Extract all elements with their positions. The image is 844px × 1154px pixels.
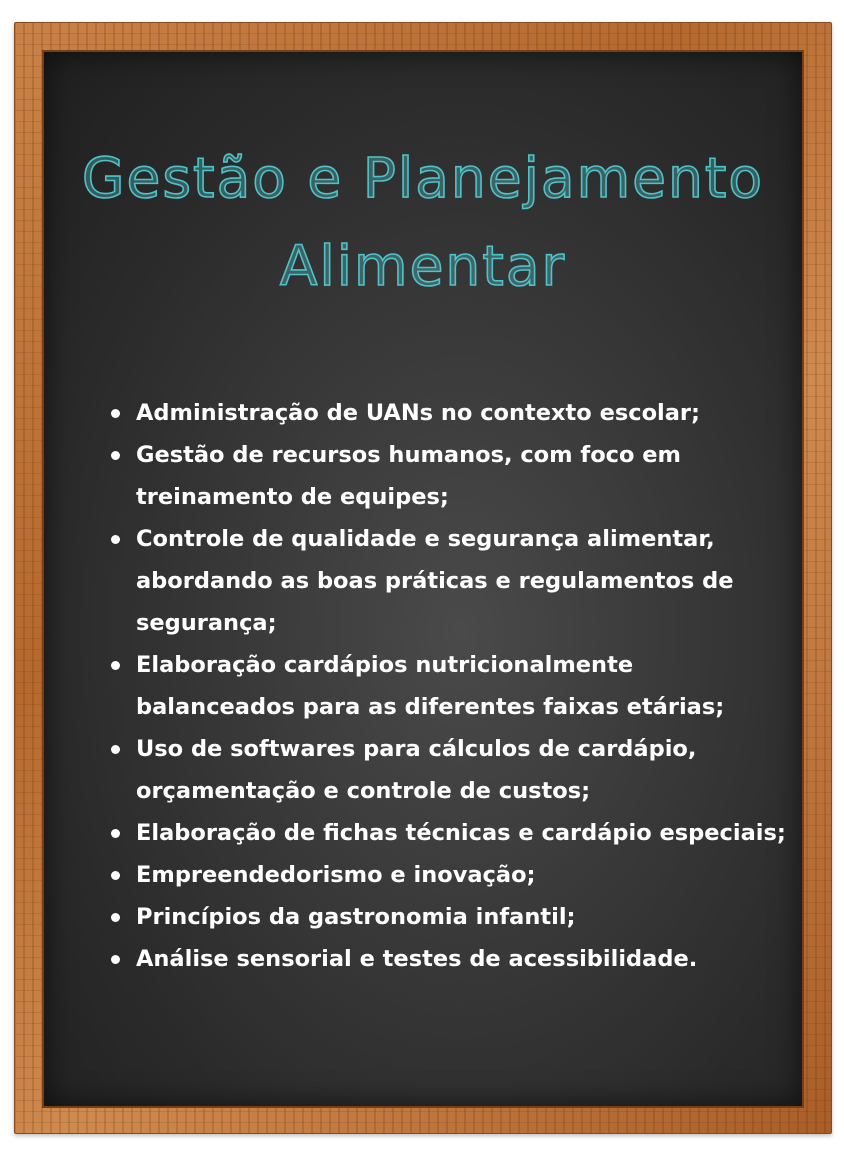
list-item-text: Princípios da gastronomia infantil;	[136, 904, 576, 930]
bullet-icon	[111, 955, 120, 964]
bullet-icon	[111, 409, 120, 418]
list-item	[106, 896, 786, 938]
chalkboard	[44, 52, 802, 1106]
list-item-text: Administração de UANs no contexto escolar;	[136, 400, 701, 426]
bullet-icon	[111, 535, 120, 544]
list-item-text: Elaboração de fichas técnicas e cardápio especiais;	[136, 820, 786, 846]
wooden-frame	[14, 22, 832, 1134]
bullet-icon	[111, 829, 120, 838]
title-line-1: Gestão e Planejamento	[81, 146, 765, 210]
list-item-text: Análise sensorial e testes de acessibilidade.	[136, 946, 698, 972]
list-item	[106, 728, 786, 812]
list-item	[106, 938, 786, 980]
topic-list	[106, 392, 786, 980]
list-item	[106, 644, 786, 728]
bullet-icon	[111, 871, 120, 880]
bullet-icon	[111, 913, 120, 922]
list-item	[106, 854, 786, 896]
list-item-text: Empreendedorismo e inovação;	[136, 862, 536, 888]
page-title	[44, 134, 802, 310]
list-item	[106, 812, 786, 854]
list-item-text: Gestão de recursos humanos, com foco em treinamento de equipes;	[136, 442, 681, 510]
bullet-icon	[111, 661, 120, 670]
title-line-2: Alimentar	[279, 234, 567, 298]
list-item	[106, 392, 786, 434]
list-item-text: Uso de softwares para cálculos de cardápio, orçamentação e controle de custos;	[136, 736, 697, 804]
list-item	[106, 434, 786, 518]
bullet-icon	[111, 451, 120, 460]
list-item-text: Controle de qualidade e segurança alimentar, abordando as boas práticas e regulamentos de segurança;	[136, 526, 734, 636]
list-item-text: Elaboração cardápios nutricionalmente balanceados para as diferentes faixas etárias;	[136, 652, 725, 720]
bullet-icon	[111, 745, 120, 754]
list-item	[106, 518, 786, 644]
